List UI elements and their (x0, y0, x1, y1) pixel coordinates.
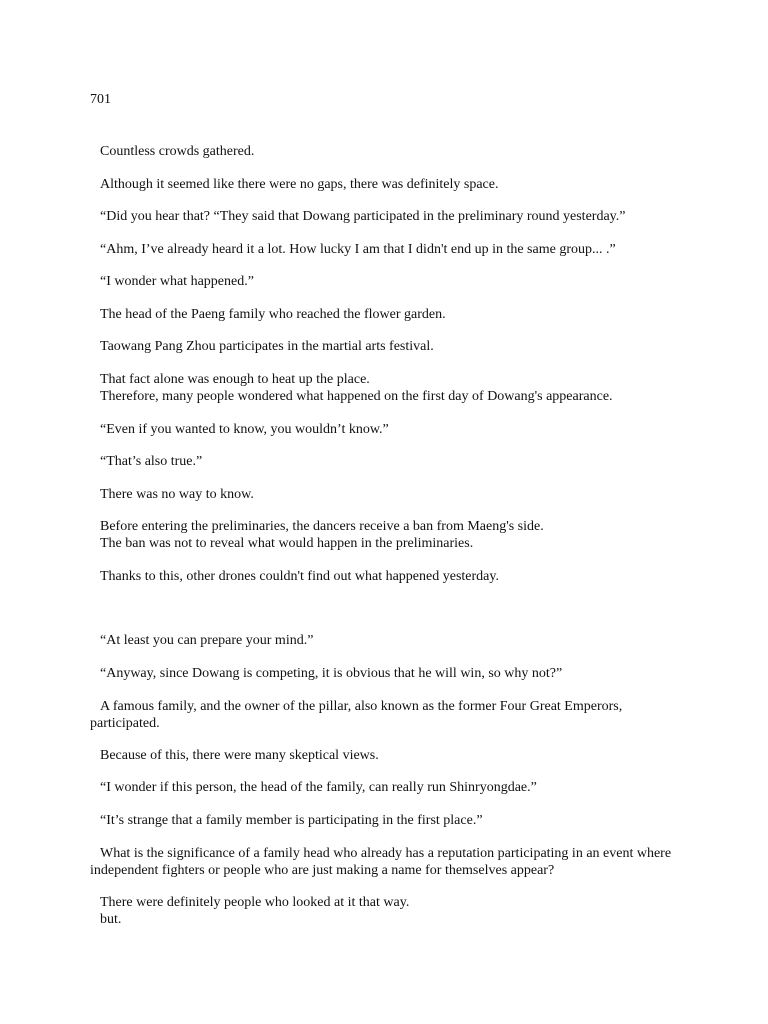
paragraph (90, 453, 680, 470)
text-line: “Ahm, I’ve already heard it a lot. How lucky I am that I didn't end up in the same group... .” (100, 242, 616, 257)
paragraph (90, 421, 680, 438)
text-line: Before entering the preliminaries, the dancers receive a ban from Maeng's side. (100, 519, 544, 534)
paragraph (90, 632, 680, 649)
paragraph (90, 306, 680, 323)
text-line: Taowang Pang Zhou participates in the martial arts festival. (100, 339, 434, 354)
text-line: but. (100, 912, 122, 927)
text-line: “I wonder what happened.” (100, 274, 254, 289)
text-line: “That’s also true.” (100, 454, 203, 469)
text-line: “It’s strange that a family member is participating in the first place.” (100, 813, 483, 828)
text-line: “Anyway, since Dowang is competing, it is obvious that he will win, so why not?” (100, 666, 563, 681)
text-line: “At least you can prepare your mind.” (100, 633, 314, 648)
paragraph (90, 518, 680, 552)
text-line: Countless crowds gathered. (100, 144, 255, 159)
text-line: The ban was not to reveal what would happen in the preliminaries. (100, 536, 474, 551)
text-line: Therefore, many people wondered what happened on the first day of Dowang's appearance. (100, 389, 613, 404)
text-line: There was no way to know. (100, 487, 254, 502)
paragraph (90, 894, 680, 928)
paragraph (90, 747, 680, 764)
paragraph (90, 486, 680, 503)
paragraph (90, 568, 680, 585)
text-line: There were definitely people who looked at it that way. (100, 895, 410, 910)
paragraph (90, 143, 680, 160)
text-line: “I wonder if this person, the head of the family, can really run Shinryongdae.” (100, 780, 537, 795)
text-line: The head of the Paeng family who reached the flower garden. (100, 307, 446, 322)
paragraph (90, 779, 680, 796)
text-line: “Even if you wanted to know, you wouldn’t know.” (100, 422, 389, 437)
paragraph (90, 665, 680, 682)
paragraph: What is the significance of a family head who already has a reputation participating in an event where independent fighters or people who are just making a name for themselves appear? (90, 846, 672, 878)
text-line: That fact alone was enough to heat up the place. (100, 372, 370, 387)
text-line: Thanks to this, other drones couldn't find out what happened yesterday. (100, 569, 499, 584)
paragraph: A famous family, and the owner of the pillar, also known as the former Four Great Emperors, participated. (90, 699, 623, 731)
paragraph (90, 241, 680, 258)
paragraph (90, 338, 680, 355)
paragraph (90, 176, 680, 193)
text-line: “Did you hear that? “They said that Dowang participated in the preliminary round yesterday.” (100, 209, 626, 224)
text-line: Although it seemed like there were no gaps, there was definitely space. (100, 177, 499, 192)
text-line: Because of this, there were many skeptical views. (100, 748, 379, 763)
page-number: 701 (90, 92, 111, 107)
paragraph (90, 273, 680, 290)
paragraph (90, 371, 680, 405)
paragraph (90, 208, 680, 225)
paragraph (90, 812, 680, 829)
